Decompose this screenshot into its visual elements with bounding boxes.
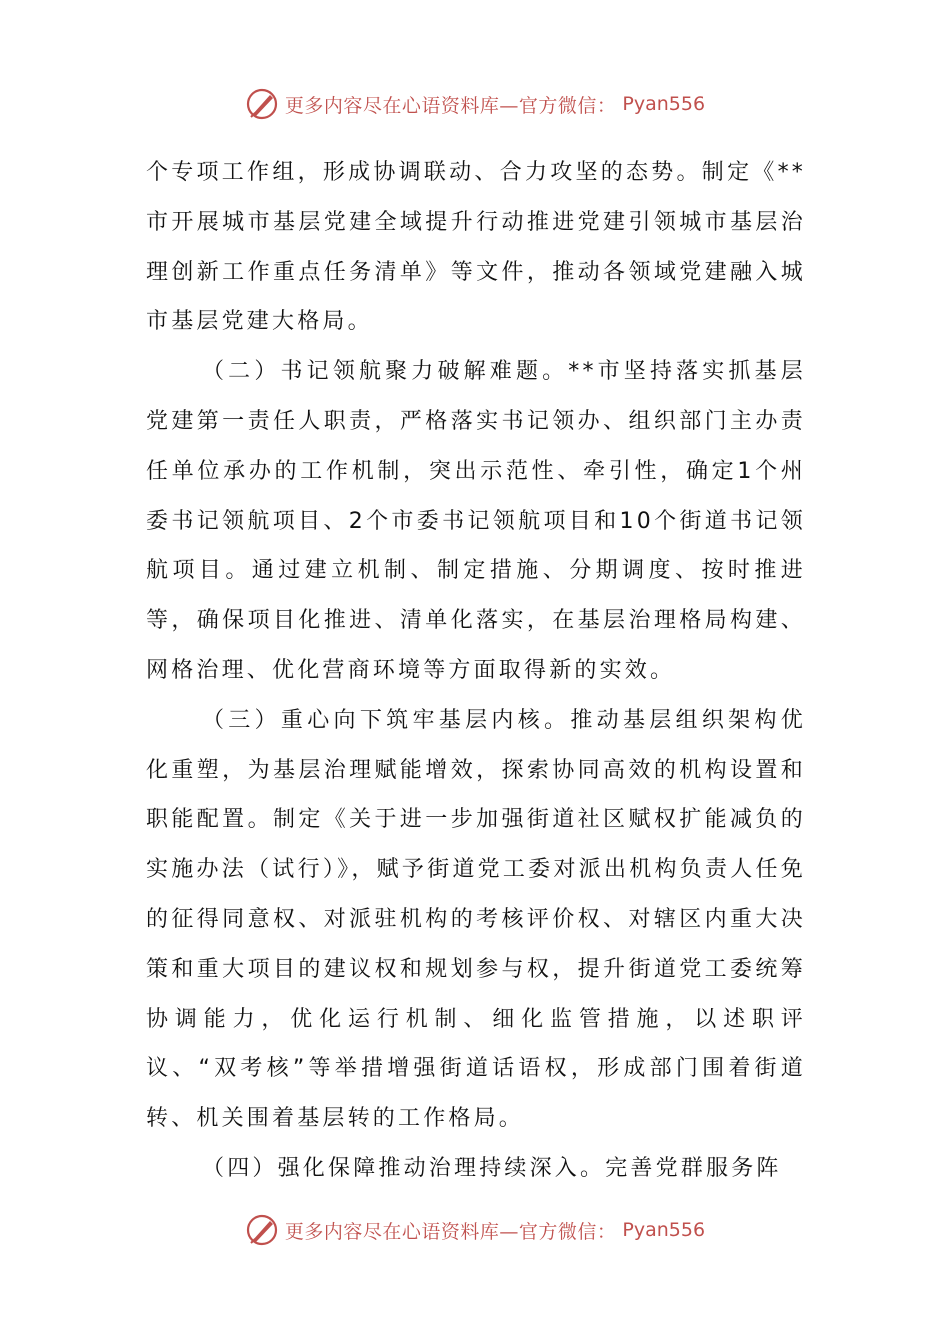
quill-seal-icon bbox=[245, 87, 279, 121]
paragraph-section-4: （四）强化保障推动治理持续深入。完善党群服务阵 bbox=[202, 1155, 782, 1181]
watermark-text: 更多内容尽在心语资料库—官方微信： bbox=[284, 1220, 617, 1243]
footer-watermark bbox=[0, 1210, 950, 1250]
paragraph-section-2: （二）书记领航聚力破解难题。**市坚持落实抓基层党建第一责任人职责，严格落实书记领办、组织部门主办责任单位承办的工作机制，突出示范性、牵引性，确定1个州委书记领航项目、2个市委书记领航项目和10个街道书记领航项目。通过建立机制、制定措施、分期调度、按时推进等，确保项目化推进、清单化落实，在基层治理格局构建、网格治理、优化营商环境等方面取得新的实效。 bbox=[146, 359, 806, 683]
quill-seal-icon bbox=[245, 1213, 279, 1247]
paragraph-section-3: （三）重心向下筑牢基层内核。推动基层组织架构优化重塑，为基层治理赋能增效，探索协同高效的机构设置和职能配置。制定《关于进一步加强街道社区赋权扩能减负的实施办法（试行）》，赋予街道党工委对派出机构负责人任免的征得同意权、对派驻机构的考核评价权、对辖区内重大决策和重大项目的建议权和规划参与权，提升街道党工委统筹协调能力，优化运行机制、细化监管措施，以述职评议、“双考核”等举措增强街道话语权，形成部门围着街道转、机关围着基层转的工作格局。 bbox=[146, 707, 806, 1132]
header-watermark bbox=[0, 84, 950, 124]
paragraph-continuation: 个专项工作组，形成协调联动、合力攻坚的态势。制定《**市开展城市基层党建全域提升行动推进党建引领城市基层治理创新工作重点任务清单》等文件，推动各领域党建融入城市基层党建大格局。 bbox=[146, 160, 806, 335]
document-body bbox=[146, 148, 806, 1194]
watermark-text: 更多内容尽在心语资料库—官方微信： bbox=[284, 94, 617, 117]
watermark-brand: Pyan556 bbox=[622, 1219, 706, 1241]
watermark-brand: Pyan556 bbox=[622, 93, 706, 115]
